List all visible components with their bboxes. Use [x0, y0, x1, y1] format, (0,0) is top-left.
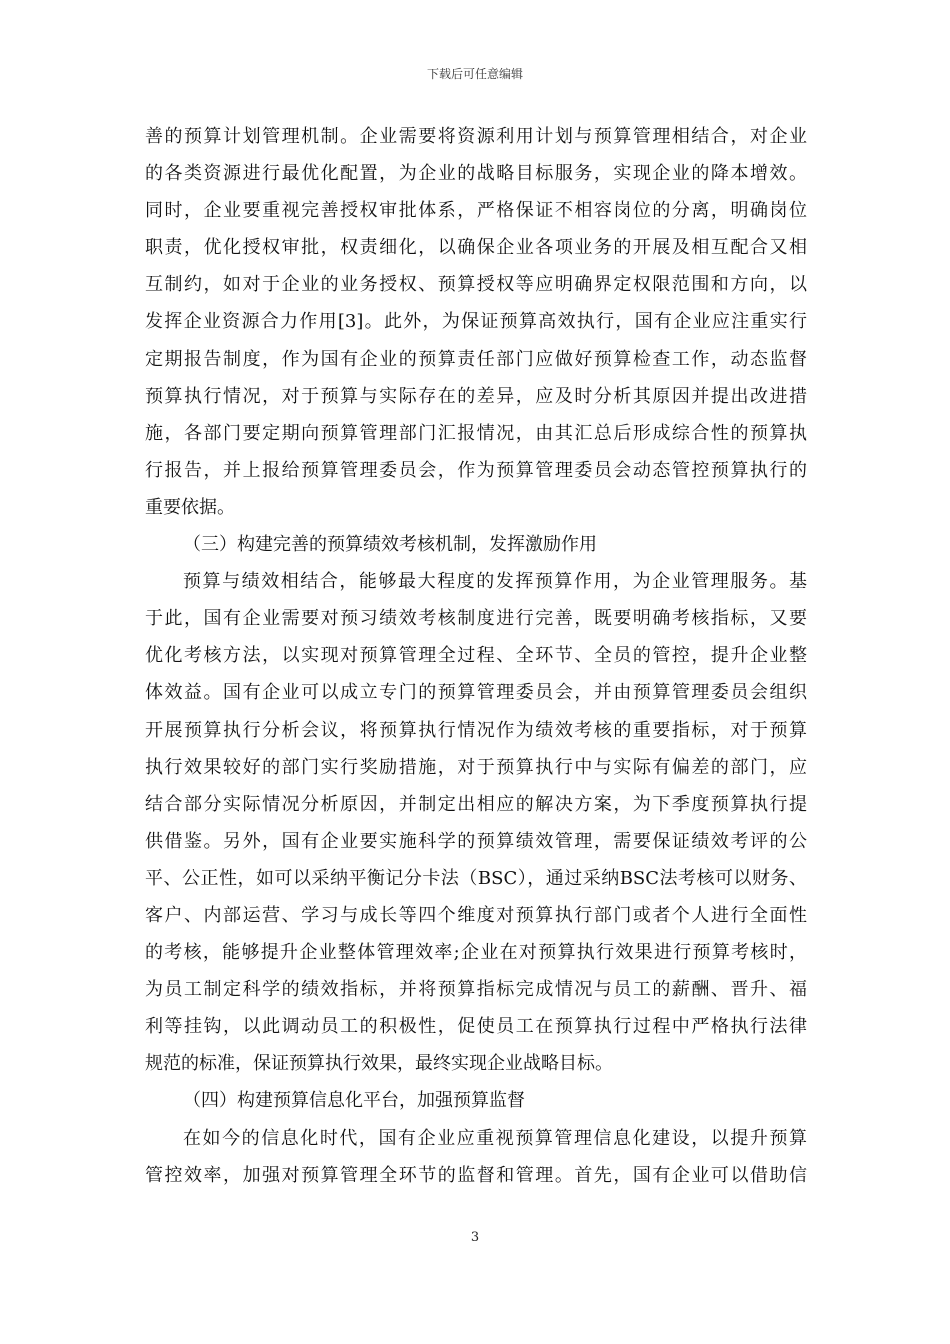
text-line: 在如今的信息化时代，国有企业应重视预算管理信息化建设，以提升预算 [183, 1127, 807, 1149]
page-number: 3 [470, 1230, 480, 1245]
text-line: 利等挂钩，以此调动员工的积极性，促使员工在预算执行过程中严格执行法律 [145, 1016, 807, 1038]
text-line: 规范的标准，保证预算执行效果，最终实现企业战略目标。 [145, 1053, 613, 1075]
text-line: 职责，优化授权审批，权责细化，以确保企业各项业务的开展及相互配合又相 [145, 237, 807, 259]
text-line: 为员工制定科学的绩效指标，并将预算指标完成情况与员工的薪酬、晋升、福 [145, 979, 807, 1001]
text-line: 的考核，能够提升企业整体管理效率;企业在对预算执行效果进行预算考核时， [145, 942, 807, 964]
text-line: 重要依据。 [145, 496, 235, 518]
text-line: 平、公正性，如可以采纳平衡记分卡法（BSC），通过采纳BSC法考核可以财务、 [145, 867, 807, 889]
text-line: 互制约，如对于企业的业务授权、预算授权等应明确界定权限范围和方向，以 [145, 274, 807, 296]
text-line: 结合部分实际情况分析原因，并制定出相应的解决方案，为下季度预算执行提 [145, 793, 807, 815]
text-line: 施，各部门要定期向预算管理部门汇报情况，由其汇总后形成综合性的预算执 [145, 422, 807, 444]
text-line: 优化考核方法，以实现对预算管理全过程、全环节、全员的管控，提升企业整 [145, 645, 807, 667]
text-line: 执行效果较好的部门实行奖励措施，对于预算执行中与实际有偏差的部门，应 [145, 756, 807, 778]
document-body [145, 118, 807, 1194]
text-line: 发挥企业资源合力作用[3]。此外，为保证预算高效执行，国有企业应注重实行 [145, 311, 807, 333]
text-line: 善的预算计划管理机制。企业需要将资源利用计划与预算管理相结合，对企业 [145, 126, 807, 147]
text-line: 体效益。国有企业可以成立专门的预算管理委员会，并由预算管理委员会组织 [145, 682, 807, 704]
text-line: 的各类资源进行最优化配置，为企业的战略目标服务，实现企业的降本增效。 [145, 163, 807, 185]
text-line: 管控效率，加强对预算管理全环节的监督和管理。首先，国有企业可以借助信 [145, 1164, 807, 1186]
text-line: 预算执行情况，对于预算与实际存在的差异，应及时分析其原因并提出改进措 [145, 385, 807, 407]
page-header: 下载后可任意编辑 [426, 67, 523, 81]
text-line: 同时，企业要重视完善授权审批体系，严格保证不相容岗位的分离，明确岗位 [145, 200, 807, 222]
text-line: 开展预算执行分析会议，将预算执行情况作为绩效考核的重要指标，对于预算 [145, 719, 807, 741]
text-line: 客户、内部运营、学习与成长等四个维度对预算执行部门或者个人进行全面性 [145, 904, 807, 926]
text-line: 预算与绩效相结合，能够最大程度的发挥预算作用，为企业管理服务。基 [183, 571, 807, 593]
text-line: 行报告，并上报给预算管理委员会，作为预算管理委员会动态管控预算执行的 [145, 459, 807, 481]
text-line: 于此，国有企业需要对预习绩效考核制度进行完善，既要明确考核指标，又要 [145, 608, 807, 630]
text-line: （三）构建完善的预算绩效考核机制，发挥激励作用 [183, 534, 597, 556]
text-line: 定期报告制度，作为国有企业的预算责任部门应做好预算检查工作，动态监督 [145, 348, 807, 370]
text-line: 供借鉴。另外，国有企业要实施科学的预算绩效管理，需要保证绩效考评的公 [145, 830, 807, 852]
text-line: （四）构建预算信息化平台，加强预算监督 [183, 1090, 525, 1112]
